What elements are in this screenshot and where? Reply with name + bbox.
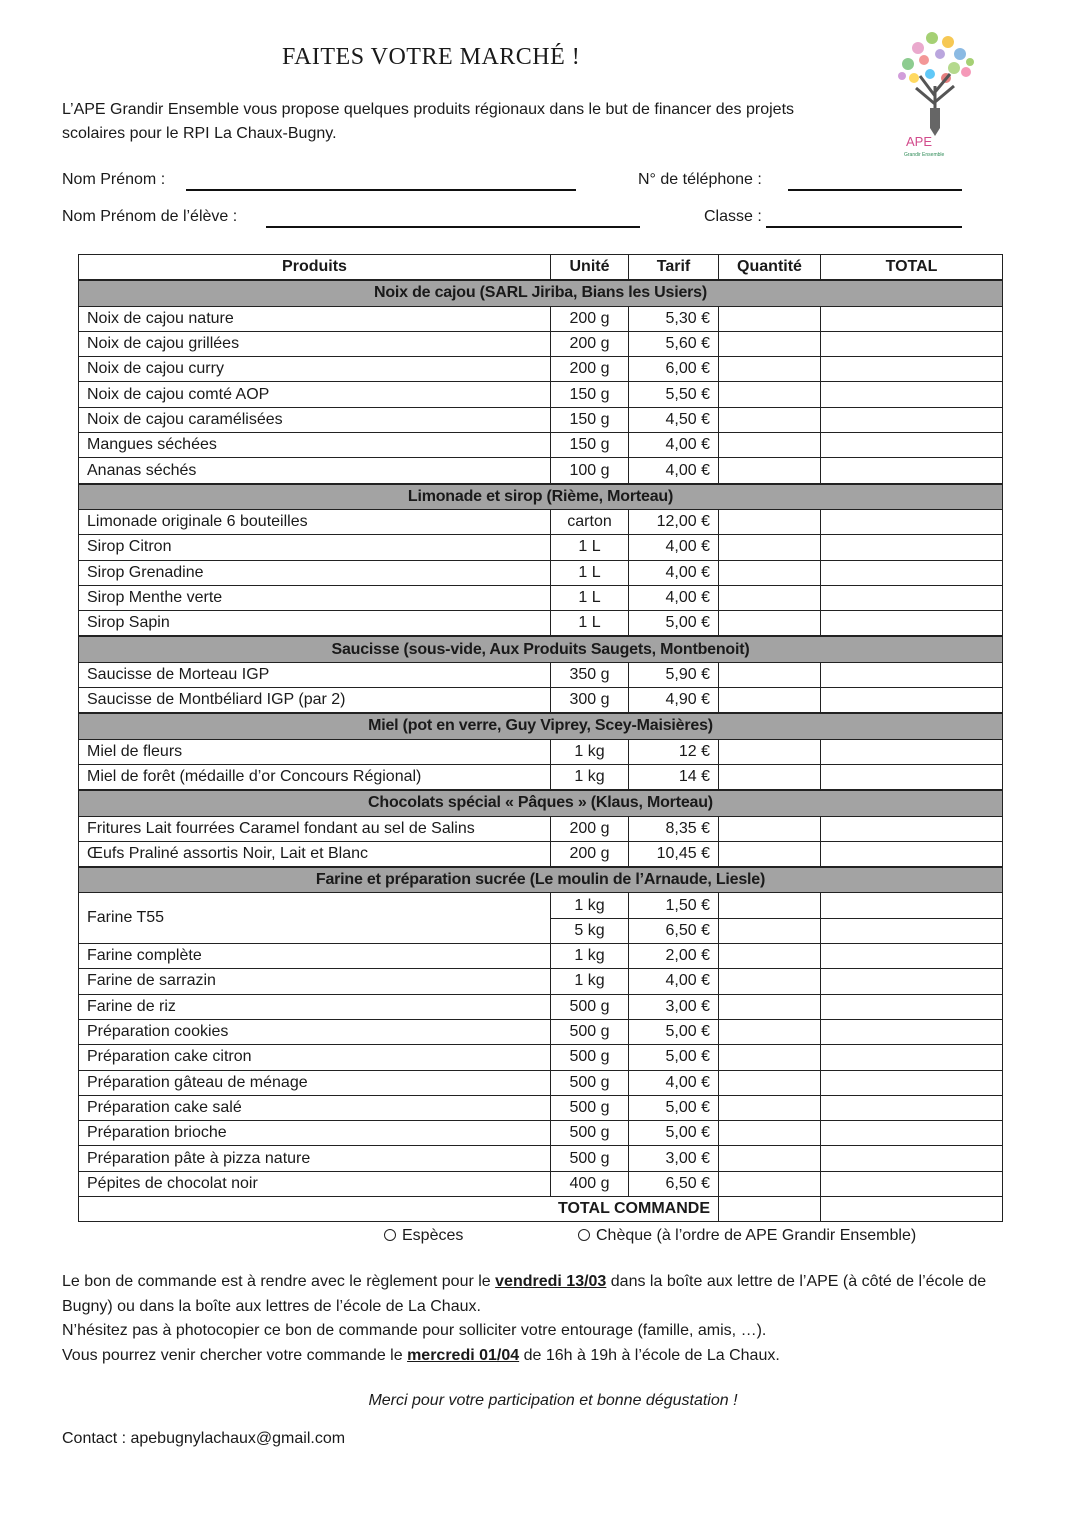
table-row — [79, 407, 1003, 432]
product-name: Préparation gâteau de ménage — [79, 1070, 551, 1095]
quantity-cell[interactable] — [719, 509, 821, 534]
product-name: Préparation cake citron — [79, 1045, 551, 1070]
product-price: 12,00 € — [629, 509, 719, 534]
product-price: 1,50 € — [629, 893, 719, 918]
quantity-cell[interactable] — [719, 331, 821, 356]
pupil-field[interactable] — [266, 226, 640, 228]
total-cell[interactable] — [821, 893, 1003, 918]
total-cell[interactable] — [821, 509, 1003, 534]
total-cell[interactable] — [821, 662, 1003, 687]
total-cell[interactable] — [821, 969, 1003, 994]
product-name: Noix de cajou caramélisées — [79, 407, 551, 432]
product-price: 5,00 € — [629, 1045, 719, 1070]
product-unit: 1 kg — [551, 739, 629, 764]
quantity-cell[interactable] — [719, 560, 821, 585]
quantity-cell[interactable] — [719, 433, 821, 458]
table-row — [79, 1019, 1003, 1044]
product-name: Fritures Lait fourrées Caramel fondant au sel de Salins — [79, 816, 551, 841]
section-row — [79, 484, 1003, 510]
product-price: 4,00 € — [629, 969, 719, 994]
table-row — [79, 306, 1003, 331]
table-row — [79, 433, 1003, 458]
product-unit: 200 g — [551, 816, 629, 841]
quantity-cell[interactable] — [719, 1171, 821, 1196]
product-price: 6,50 € — [629, 918, 719, 943]
table-row — [79, 560, 1003, 585]
product-unit: 1 L — [551, 585, 629, 610]
product-name: Noix de cajou comté AOP — [79, 382, 551, 407]
total-cell[interactable] — [821, 739, 1003, 764]
product-price: 5,90 € — [629, 662, 719, 687]
product-unit: 200 g — [551, 306, 629, 331]
total-cell[interactable] — [821, 382, 1003, 407]
quantity-cell[interactable] — [719, 739, 821, 764]
payment-cash[interactable] — [384, 1227, 463, 1245]
deadline-date: vendredi 13/03 — [495, 1273, 607, 1290]
total-row — [79, 1196, 1003, 1221]
col-header-quantity: Quantité — [719, 255, 821, 281]
product-price: 6,00 € — [629, 357, 719, 382]
product-name: Préparation cookies — [79, 1019, 551, 1044]
total-cell[interactable] — [821, 764, 1003, 790]
product-price: 5,00 € — [629, 611, 719, 637]
product-name: Farine de riz — [79, 994, 551, 1019]
product-unit: 400 g — [551, 1171, 629, 1196]
section-row — [79, 713, 1003, 739]
class-field[interactable] — [766, 226, 962, 228]
table-row — [79, 1045, 1003, 1070]
product-price: 4,00 € — [629, 585, 719, 610]
quantity-cell[interactable] — [719, 944, 821, 969]
product-price: 4,00 € — [629, 1070, 719, 1095]
total-cell[interactable] — [821, 994, 1003, 1019]
section-row — [79, 636, 1003, 662]
product-unit: 500 g — [551, 1070, 629, 1095]
col-header-total: TOTAL — [821, 255, 1003, 281]
product-unit: 100 g — [551, 458, 629, 484]
product-unit: 200 g — [551, 841, 629, 867]
payment-cheque-label: Chèque (à l’ordre de APE Grandir Ensemble) — [596, 1227, 917, 1244]
table-row — [79, 1070, 1003, 1095]
product-unit: 1 kg — [551, 944, 629, 969]
section-title: Saucisse (sous-vide, Aux Produits Saugets, Montbenoit) — [79, 636, 1003, 662]
table-row — [79, 893, 1003, 918]
section-title: Limonade et sirop (Rième, Morteau) — [79, 484, 1003, 510]
section-row — [79, 280, 1003, 306]
section-row — [79, 867, 1003, 893]
total-cell[interactable] — [821, 458, 1003, 484]
product-name: Ananas séchés — [79, 458, 551, 484]
total-cell[interactable] — [821, 585, 1003, 610]
product-price: 4,90 € — [629, 688, 719, 714]
intro-text: L’APE Grandir Ensemble vous propose quelques produits régionaux dans le but de financer des projets scolaires pour le RPI La Chaux-Bugny. — [62, 101, 795, 142]
quantity-cell[interactable] — [719, 841, 821, 867]
quantity-cell[interactable] — [719, 688, 821, 714]
product-unit: 1 kg — [551, 893, 629, 918]
quantity-cell[interactable] — [719, 535, 821, 560]
product-name: Noix de cajou grillées — [79, 331, 551, 356]
total-cell[interactable] — [821, 1019, 1003, 1044]
quantity-cell[interactable] — [719, 994, 821, 1019]
product-name: Noix de cajou nature — [79, 306, 551, 331]
total-cell[interactable] — [821, 1095, 1003, 1120]
product-unit: 500 g — [551, 1095, 629, 1120]
total-cell[interactable] — [821, 1171, 1003, 1196]
product-price: 14 € — [629, 764, 719, 790]
quantity-cell[interactable] — [719, 611, 821, 637]
table-row — [79, 841, 1003, 867]
tree-logo-icon — [888, 26, 984, 158]
quantity-cell[interactable] — [719, 585, 821, 610]
quantity-cell[interactable] — [719, 1045, 821, 1070]
section-title: Farine et préparation sucrée (Le moulin de l’Arnaude, Liesle) — [79, 867, 1003, 893]
total-cell[interactable] — [821, 1146, 1003, 1171]
product-unit: 5 kg — [551, 918, 629, 943]
quantity-cell[interactable] — [719, 893, 821, 918]
product-price: 12 € — [629, 739, 719, 764]
product-price: 5,00 € — [629, 1019, 719, 1044]
quantity-cell[interactable] — [719, 918, 821, 943]
table-row — [79, 1171, 1003, 1196]
product-price: 2,00 € — [629, 944, 719, 969]
product-price: 4,00 € — [629, 458, 719, 484]
product-name: Limonade originale 6 bouteilles — [79, 509, 551, 534]
table-row — [79, 816, 1003, 841]
product-name: Préparation brioche — [79, 1121, 551, 1146]
product-name: Saucisse de Montbéliard IGP (par 2) — [79, 688, 551, 714]
product-price: 6,50 € — [629, 1171, 719, 1196]
total-cell[interactable] — [821, 331, 1003, 356]
section-row — [79, 790, 1003, 816]
product-unit: 1 L — [551, 611, 629, 637]
contact-text: Contact : apebugnylachaux@gmail.com — [62, 1430, 346, 1447]
svg-text:Grandir Ensemble: Grandir Ensemble — [904, 152, 945, 158]
product-unit: 150 g — [551, 433, 629, 458]
product-price: 5,00 € — [629, 1121, 719, 1146]
total-cell[interactable] — [821, 918, 1003, 943]
total-cell[interactable] — [821, 688, 1003, 714]
phone-field[interactable] — [788, 189, 962, 191]
product-name: Mangues séchées — [79, 433, 551, 458]
product-name: Préparation cake salé — [79, 1095, 551, 1120]
table-row — [79, 357, 1003, 382]
quantity-cell[interactable] — [719, 1019, 821, 1044]
product-unit: 350 g — [551, 662, 629, 687]
product-name: Miel de forêt (médaille d’or Concours Régional) — [79, 764, 551, 790]
product-unit: 500 g — [551, 1045, 629, 1070]
product-name: Farine T55 — [79, 893, 551, 944]
product-unit: 500 g — [551, 1019, 629, 1044]
total-cell[interactable] — [821, 306, 1003, 331]
product-name: Farine de sarrazin — [79, 969, 551, 994]
product-name: Pépites de chocolat noir — [79, 1171, 551, 1196]
total-cell[interactable] — [821, 944, 1003, 969]
product-price: 10,45 € — [629, 841, 719, 867]
table-row — [79, 944, 1003, 969]
total-cell[interactable] — [821, 1070, 1003, 1095]
product-name: Sirop Citron — [79, 535, 551, 560]
quantity-cell[interactable] — [719, 662, 821, 687]
product-unit: carton — [551, 509, 629, 534]
product-unit: 1 kg — [551, 764, 629, 790]
table-row — [79, 382, 1003, 407]
table-row — [79, 611, 1003, 637]
product-name: Noix de cajou curry — [79, 357, 551, 382]
total-cell[interactable] — [821, 1045, 1003, 1070]
total-cell[interactable] — [821, 433, 1003, 458]
quantity-cell[interactable] — [719, 357, 821, 382]
product-name: Farine complète — [79, 944, 551, 969]
ape-logo — [888, 26, 984, 158]
table-row — [79, 969, 1003, 994]
table-row — [79, 994, 1003, 1019]
note-pickup: Vous pourrez venir chercher votre commande le mercredi 01/04 de 16h à 19h à l’école de La Chaux. — [62, 1346, 780, 1364]
product-price: 4,00 € — [629, 560, 719, 585]
name-field[interactable] — [186, 189, 576, 191]
quantity-cell[interactable] — [719, 764, 821, 790]
pupil-label: Nom Prénom de l’élève : — [62, 208, 238, 225]
product-unit: 150 g — [551, 407, 629, 432]
total-cell[interactable] — [821, 1121, 1003, 1146]
table-row — [79, 509, 1003, 534]
table-row — [79, 458, 1003, 484]
product-name: Miel de fleurs — [79, 739, 551, 764]
svg-text:APE: APE — [906, 134, 933, 149]
product-unit: 300 g — [551, 688, 629, 714]
quantity-cell[interactable] — [719, 816, 821, 841]
total-cell[interactable] — [821, 407, 1003, 432]
quantity-cell[interactable] — [719, 1095, 821, 1120]
table-row — [79, 331, 1003, 356]
total-cell[interactable] — [821, 611, 1003, 637]
quantity-cell[interactable] — [719, 1146, 821, 1171]
product-price: 4,00 € — [629, 433, 719, 458]
table-row — [79, 662, 1003, 687]
quantity-cell[interactable] — [719, 1070, 821, 1095]
product-price: 5,50 € — [629, 382, 719, 407]
product-name: Œufs Praliné assortis Noir, Lait et Blanc — [79, 841, 551, 867]
product-unit: 150 g — [551, 382, 629, 407]
section-title: Chocolats spécial « Pâques » (Klaus, Morteau) — [79, 790, 1003, 816]
table-row — [79, 535, 1003, 560]
product-price: 4,00 € — [629, 535, 719, 560]
total-quantity-cell[interactable] — [719, 1196, 821, 1221]
product-name: Sirop Menthe verte — [79, 585, 551, 610]
name-label: Nom Prénom : — [62, 171, 166, 188]
product-unit: 500 g — [551, 994, 629, 1019]
product-name: Saucisse de Morteau IGP — [79, 662, 551, 687]
quantity-cell[interactable] — [719, 969, 821, 994]
radio-cheque-icon[interactable] — [578, 1229, 590, 1241]
total-cell[interactable] — [821, 560, 1003, 585]
page-title: FAITES VOTRE MARCHÉ ! — [282, 44, 581, 70]
product-unit: 500 g — [551, 1121, 629, 1146]
section-title: Miel (pot en verre, Guy Viprey, Scey-Maisières) — [79, 713, 1003, 739]
quantity-cell[interactable] — [719, 458, 821, 484]
table-row — [79, 739, 1003, 764]
quantity-cell[interactable] — [719, 306, 821, 331]
thanks-text: Merci pour votre participation et bonne dégustation ! — [368, 1392, 738, 1409]
table-header-row — [79, 255, 1003, 281]
payment-cheque[interactable] — [578, 1227, 916, 1245]
order-table — [78, 254, 1003, 1222]
product-unit: 200 g — [551, 357, 629, 382]
total-cell[interactable] — [821, 357, 1003, 382]
product-unit: 200 g — [551, 331, 629, 356]
product-price: 5,60 € — [629, 331, 719, 356]
product-unit: 500 g — [551, 1146, 629, 1171]
total-cell[interactable] — [821, 535, 1003, 560]
order-notes — [62, 1270, 1012, 1368]
quantity-cell[interactable] — [719, 382, 821, 407]
table-row — [79, 585, 1003, 610]
class-label: Classe : — [704, 208, 762, 225]
product-name: Sirop Grenadine — [79, 560, 551, 585]
note-photocopy: N’hésitez pas à photocopier ce bon de commande pour solliciter votre entourage (famille, amis, …). — [62, 1322, 767, 1339]
table-row — [79, 1146, 1003, 1171]
note-deadline: Le bon de commande est à rendre avec le règlement pour le vendredi 13/03 dans la boîte aux lettre de l’APE (à côté de l’école de Bugny) ou dans la boîte aux lettres de l’école de La Chaux. — [62, 1273, 987, 1315]
payment-cash-label: Espèces — [402, 1227, 464, 1244]
col-header-price: Tarif — [629, 255, 719, 281]
product-price: 5,00 € — [629, 1095, 719, 1120]
quantity-cell[interactable] — [719, 1121, 821, 1146]
table-row — [79, 1121, 1003, 1146]
product-price: 8,35 € — [629, 816, 719, 841]
quantity-cell[interactable] — [719, 407, 821, 432]
section-title: Noix de cajou (SARL Jiriba, Bians les Usiers) — [79, 280, 1003, 306]
total-order-cell[interactable] — [821, 1196, 1003, 1221]
radio-cash-icon[interactable] — [384, 1229, 396, 1241]
product-unit: 1 kg — [551, 969, 629, 994]
total-cell[interactable] — [821, 841, 1003, 867]
product-name: Préparation pâte à pizza nature — [79, 1146, 551, 1171]
col-header-products: Produits — [79, 255, 551, 281]
total-order-label: TOTAL COMMANDE — [79, 1196, 719, 1221]
product-name: Sirop Sapin — [79, 611, 551, 637]
product-price: 3,00 € — [629, 1146, 719, 1171]
pickup-date: mercredi 01/04 — [407, 1346, 520, 1364]
phone-label: N° de téléphone : — [638, 171, 762, 188]
table-row — [79, 1095, 1003, 1120]
total-cell[interactable] — [821, 816, 1003, 841]
product-unit: 1 L — [551, 560, 629, 585]
table-row — [79, 764, 1003, 790]
col-header-unit: Unité — [551, 255, 629, 281]
product-unit: 1 L — [551, 535, 629, 560]
product-price: 5,30 € — [629, 306, 719, 331]
table-row — [79, 688, 1003, 714]
product-price: 4,50 € — [629, 407, 719, 432]
product-price: 3,00 € — [629, 994, 719, 1019]
